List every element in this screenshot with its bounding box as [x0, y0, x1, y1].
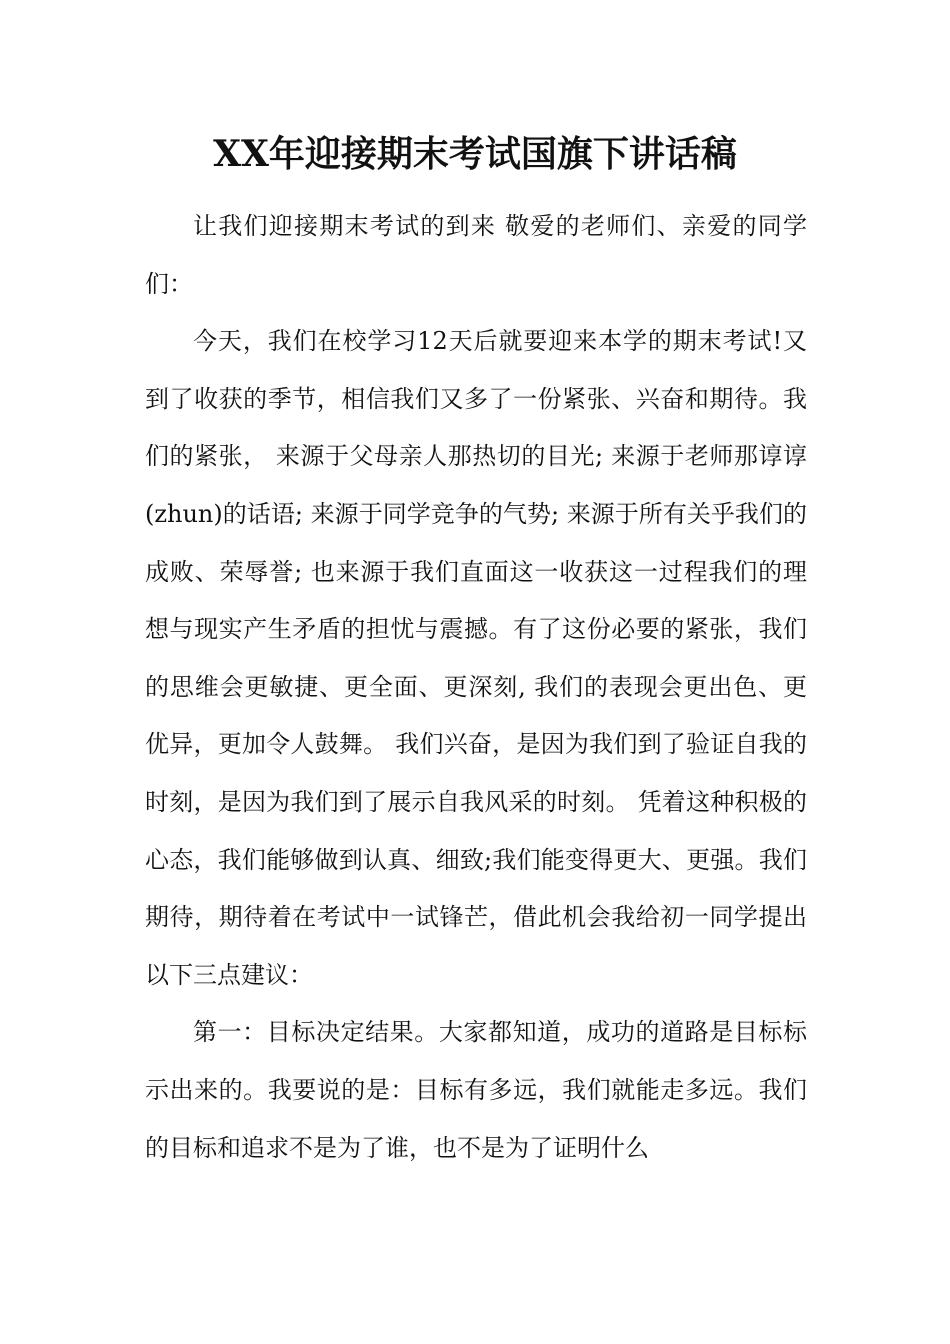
document-body [145, 198, 807, 1177]
paragraph-first-suggestion: 第一：目标决定结果。大家都知道，成功的道路是目标标示出来的。我要说的是：目标有多远，我们就能走多远。我们的目标和追求不是为了谁，也不是为了证明什么 [145, 1018, 807, 1162]
paragraph-greeting: 让我们迎接期末考试的到来 敬爱的老师们、亲爱的同学们： [145, 212, 807, 298]
paragraph-opening: 今天，我们在校学习12天后就要迎来本学的期末考试!又到了收获的季节，相信我们又多了一份紧张、兴奋和期待。我们的紧张， 来源于父母亲人那热切的目光; 来源于老师那谆谆(zhun)的话语; 来源于同学竞争的气势; 来源于所有关乎我们的成败、荣辱誉; 也来源于我们直面这一收获这一过程我们的理想与现实产生矛盾的担忧与震撼。有了这份必要的紧张，我们的思维会更敏捷、更全面、更深刻, 我们的表现会更出色、更优异，更加令人鼓舞。 我们兴奋，是因为我们到了验证自我的时刻，是因为我们到了展示自我风采的时刻。 凭着这种积极的心态，我们能够做到认真、细致;我们能变得更大、更强。我们期待，期待着在考试中一试锋芒，借此机会我给初一同学提出以下三点建议： [145, 327, 807, 989]
document-title: XX年迎接期末考试国旗下讲话稿 [213, 133, 737, 175]
